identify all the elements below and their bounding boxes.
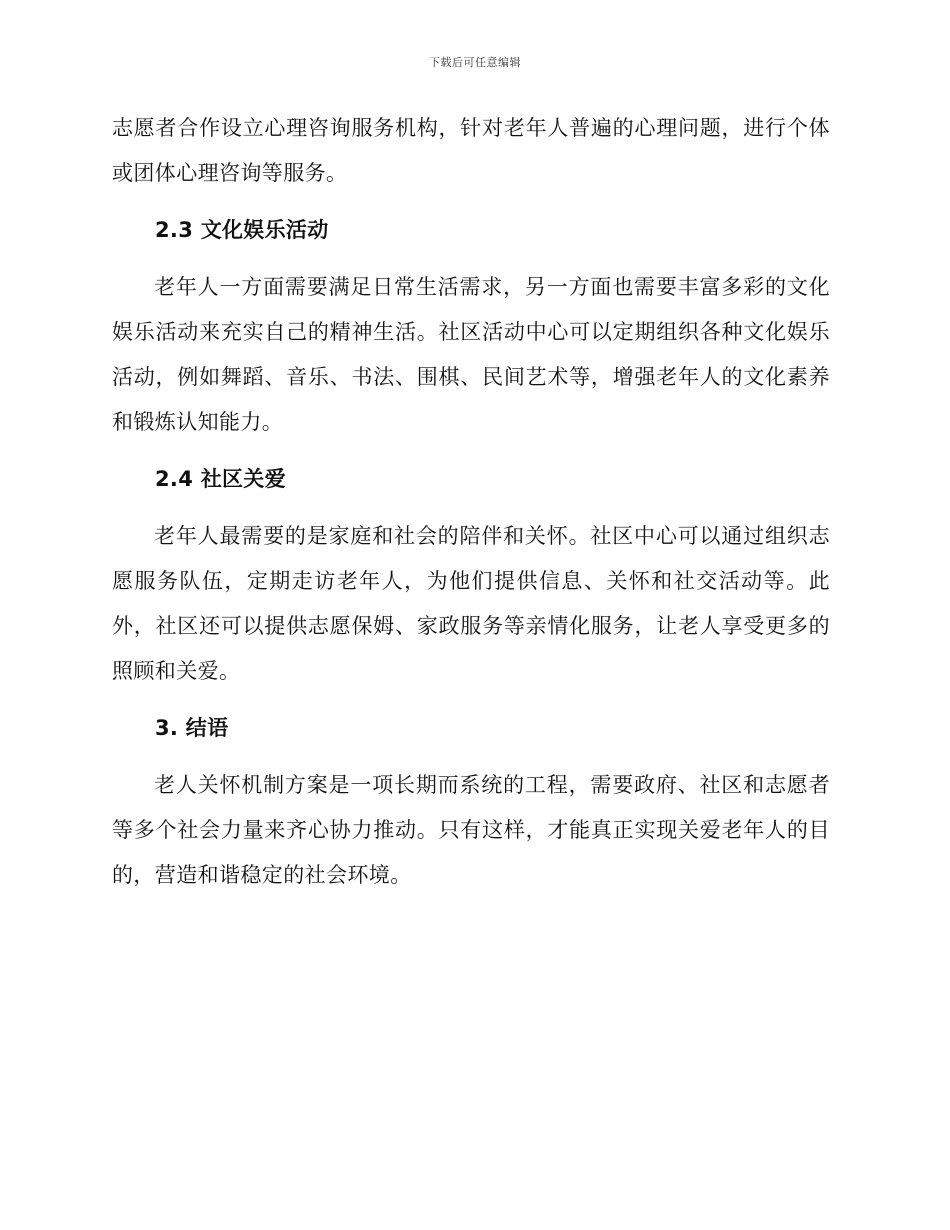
header-note: 下载后可任意编辑 [429,56,521,69]
document-body [112,106,830,898]
paragraph-community-care: 老年人最需要的是家庭和社会的陪伴和关怀。社区中心可以通过组织志愿服务队伍，定期走访老年人，为他们提供信息、关怀和社交活动等。此外，社区还可以提供志愿保姆、家政服务等亲情化服务，让老人享受更多的照顾和关爱。 [112,524,830,683]
paragraph-conclusion: 老人关怀机制方案是一项长期而系统的工程，需要政府、社区和志愿者等多个社会力量来齐心协力推动。只有这样，才能真正实现关爱老年人的目的，营造和谐稳定的社会环境。 [112,773,830,887]
paragraph-cultural-activities: 老年人一方面需要满足日常生活需求，另一方面也需要丰富多彩的文化娱乐活动来充实自己的精神生活。社区活动中心可以定期组织各种文化娱乐活动，例如舞蹈、音乐、书法、围棋、民间艺术等，增强老年人的文化素养和锻炼认知能力。 [112,275,830,434]
paragraph-intro-tail: 志愿者合作设立心理咨询服务机构，针对老年人普遍的心理问题，进行个体或团体心理咨询等服务。 [112,116,830,185]
section-heading-2-4: 2.4 社区关爱 [155,467,286,491]
section-heading-2-3: 2.3 文化娱乐活动 [155,218,329,242]
section-heading-3: 3. 结语 [155,716,229,740]
